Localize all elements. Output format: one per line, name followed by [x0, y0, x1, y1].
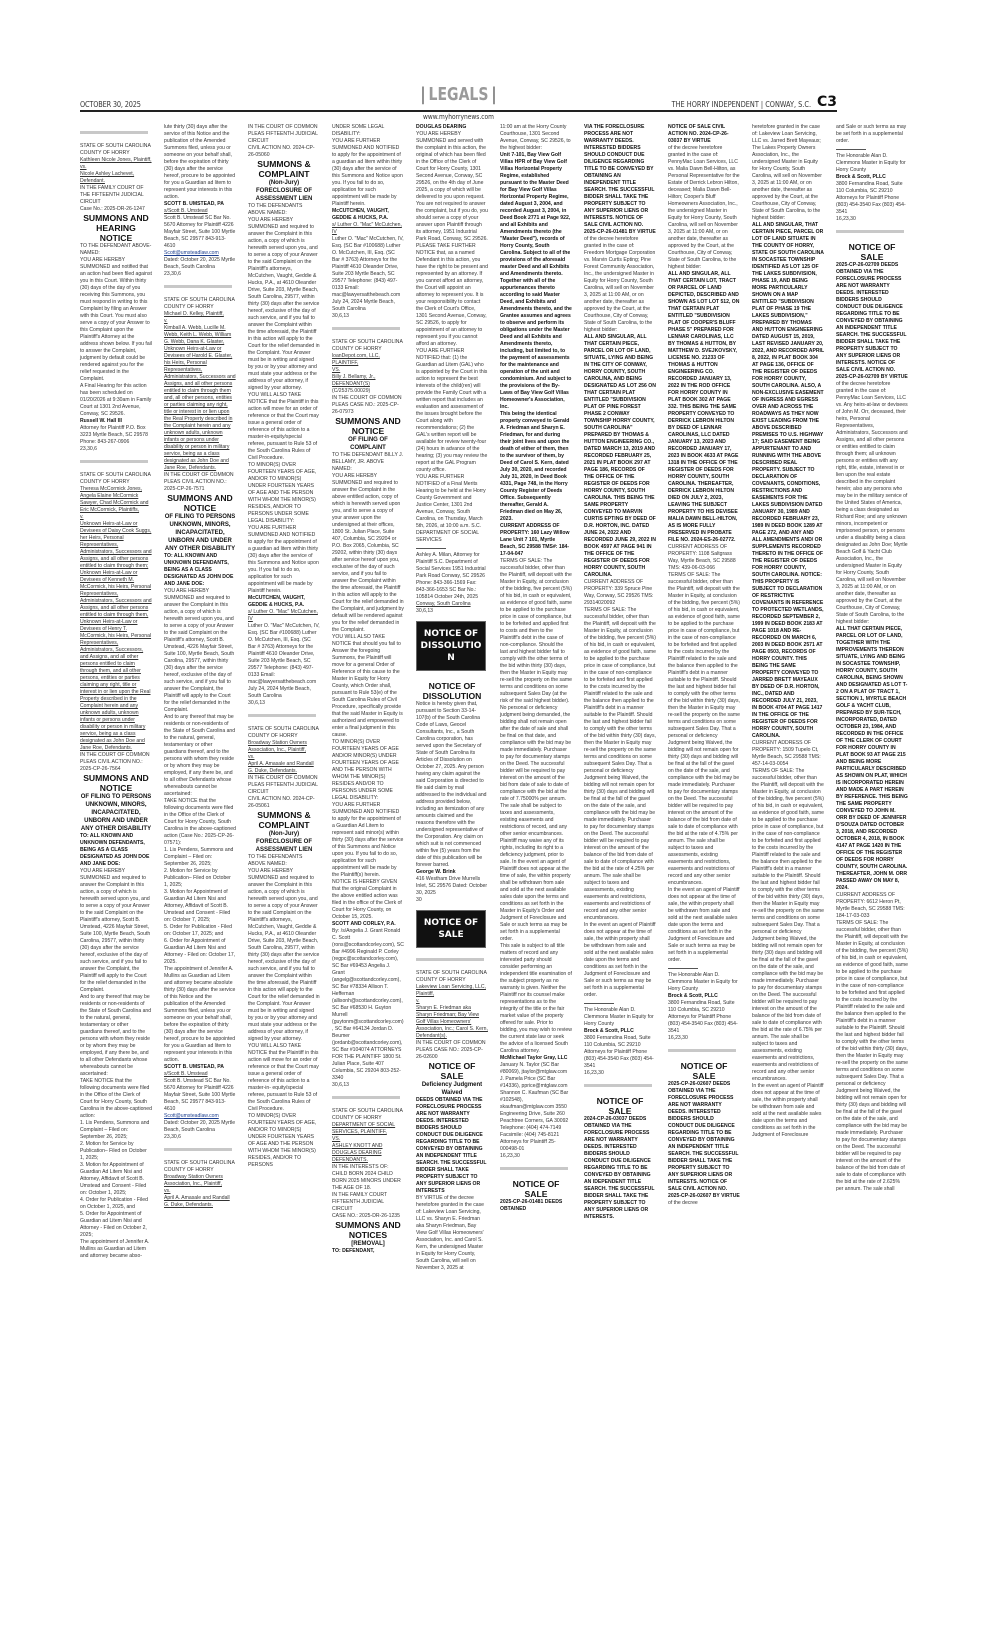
- notice-text: 3800 Fernandina Road, Suite 110 Columbia, SC 29210 Attorneys for Plaintiff Phone (803) 454-3540 Fax (803) 454-3541: [836, 181, 906, 215]
- notice-text: ALL THAT CERTAIN PIECE, PARCEL OR LOT OF LAND, TOGETHER WITH THE IMPROVEMENTS THEREON SITUATE, LYING AND BEING IN SOCASTEE TOWNSHIP, HORRY COUNTY, SOUTH CAROLINA, BEING SHOWN AND DESIGNATED AS LOT T-2 ON A PLAT OF TRACT 1, SECTION 1, MYRTLE BEACH GOLF & YACHT CLUB, PREPARED BY SUR-TECH, INCORPORATED, DATED OCTOBER 23, 1984, AND RECORDED IN THE OFFICE OF THE CLERK OF COURT FOR HORRY COUNTY IN PLAT BOOK 93 AT PAGE 215 AND BEING MORE PARTICULARLY DESCRIBED AS SHOWN ON PLAT, WHICH IS INCORPORATED HEREIN AND MADE A PART HEREIN BY REFERENCE. THIS BEING THE SAME PROPERTY CONVEYED TO JOHN M. ORR BY DEED OF JENNIFER D'SOUZA DATED OCTOBER 3, 2018, AND RECORDED OCTOBER 4, 2018, IN BOOK 4147 AT PAGE 1420 IN THE OFFICE OF THE REGISTER OF DEEDS FOR HORRY COUNTY, SOUTH CAROLINA. THEREAFTER, JOHN M. ORR PASSED AWAY ON MAY 8, 2024.: [836, 626, 908, 891]
- notice-text: Unknown Heirs-at-Law or Devisees of Daisy Cook Suggs, her Heirs, Personal Representatives, Administrators, Successors and Assigns, and all other persons entitled to claim through them; Unknown Heirs-at-Law or Devisees of Kenneth M. McCormick, his Heirs, Personal Representatives, Administrators, Successors and Assigns, and all other persons entitled to claim through them, Unknown Heirs-at-Law or Devisees of Henry T. McCormick, his Heirs, Personal Representatives, Administrators, Successors, and Assigns, and all other persons entitled to claim through them, and all other persons, entities or parties claiming any right, title or interest in or lien upon the Real Property described in the Complaint herein and any unknown adults, unknown infants or persons under disability or person in military service, being as a class designated as John Doe and Jane Roe, Defendants.: [80, 521, 152, 751]
- notice-text: IN THE COURT OF COMMON PLEAS CIVIL ACTION NO.: 2025-CP-26-7564: [80, 752, 150, 772]
- notice-text: COUNTY OF HORRY: [248, 733, 298, 739]
- email-line: [164, 1113, 236, 1120]
- notice-text: 1. Lis Pendens, Summons and Complaint – Filed on: September 26, 2025;: [164, 847, 234, 867]
- notice-text: TERMS OF SALE: The successful bidder, other than the Plaintiff, will deposit with the Master in Equity, at conclusion of the bidding, five percent (5%) of his bid, in cash or equivalent, as evidence of good faith, same to be applied to the purchase price in case of compliance, but to be forfeited and applied first to costs and then to the Plaintiff's debt in the case of non-compliance. Should the last and highest bidder fail to comply with the other terms of the bid within thirty (30) days, then the Master in Equity may re-sell the property on the same terms and conditions on some subsequent Sales Day (at the risk of the said highest bidder). No personal or deficiency judgment being demanded, the bidding shall not remain open after the date of sale and shall be final on that date, and compliance with the bid may be made immediately. Purchaser to pay for documentary stamps on the Deed. The successful bidder will be required to pay interest on the amount of the bid from date of sale to date of compliance with the bid at the rate of 7.75000% per annum. The sale shall be subject to taxes and assessments, existing easements and restrictions of record, and any other senior encumbrances. Plaintiff may waive any of its rights, including its right to a deficiency judgment, prior to sale. In the event an agent of Plaintiff does not appear at the time of sale, the within property shall be withdrawn from sale and sold at the next available sales date upon the terms and conditions as set forth in the Master in Equity's Order and Judgment of Foreclosure and Sale or such terms as may be set forth in a supplemental order.: [500, 558, 572, 942]
- notice-text: STATE OF SOUTH CAROLINA: [80, 143, 151, 149]
- notice-text: By: /s/Angelia J. Grant Ronald C. Scott (rons@scottandcorley.com), SC Bar #4996 Reginald P. Corley (regpc@scottandcorley.com), SC Bar #69453 Angelia J. Grant (angelg@scottandcorley.com), SC Bar #78334 Allison T. Heffernan (allisonh@scottandcorley.com), SC Bar #68530 H. Guyton Murrell (guytonm@scottandcorley.com), SC Bar #64134 Jordan D. Beumer (jordanb@scottandcorley.com), SC Bar #104074 ATTORNEYS FOR THE PLAINTIFF 1800 St. Julian Place, Suite 407 Columbia, SC 29204 803-252-3340: [332, 928, 404, 1081]
- notice-divider: [416, 548, 446, 549]
- notice-text: 30: [416, 897, 422, 903]
- notice-text: IN THE COURT OF COMMON PLEAS FIFTEENTH JUDICIAL CIRCUIT: [248, 124, 318, 144]
- notice-text: BY VIRTUE of the decree heretofore granted in the case of: Lakeview Loan Servicing, LLC vs. Sharyn E. Friedman aka Sharyn Friedman, Bay View Golf Villas Homeowners' Association, Inc. and Carol S. Kern, the undersigned Master in Equity for Horry County, South Carolina, will sell on November 3, 2025 at: [416, 1195, 484, 1271]
- notice-text: and Sale or such terms as may be set forth in a supplemental order.: [836, 124, 907, 144]
- notice-text: April A. Amasale and Randall G. Duke, Defendants.: [248, 761, 314, 774]
- notice-text: heretofore granted in the case of: Lakeview Loan Servicing, LLC vs. Jarred Brett Mayeaux; The Lakes Property Owners Association, Inc., the undersigned Master in Equity for Horry County, South Carolina, will sell on November 3, 2025 at 11:00 AM, or on another date, thereafter as approved by the Court, at the Courthouse, City of Conway, State of South Carolina, to the highest bidder:: [752, 124, 822, 221]
- notice-text: TAKE NOTICE that the following documents were filed in the Office of the Clerk of Court for Horry County, South Carolina in the above-captioned action:: [80, 1078, 152, 1119]
- notice-text: TERMS OF SALE: The successful bidder, other than the Plaintiff, will deposit with the Master in Equity, at conclusion of the bidding, five percent (5%) of his bid, in cash or equivalent, as evidence of good faith, same to be applied to the purchase price in case of compliance, but in the case of non-compliance to be forfeited and first applied to the costs incurred by the Plaintiff related to the sale and the balance then applied to the Plaintiff's debt in a manner suitable to the Plaintiff. Should the last and highest bidder fail to comply with the other terms of the bid within thirty (30) days, then the Master in Equity may re-sell the property on the same terms and conditions on some subsequent Sales Day. That a personal or deficiency Judgment being Waived, the bidding will not remain open for thirty (30) days and bidding will be final at the fall of the gavel on the date of the sale, and compliance with the bid may be made immediately. Purchaser to pay for documentary stamps on the Deed. The successful bidder will be required to pay interest on the amount of the balance of the bid from date of sale to date of compliance with the bid at the rate of 4.75% per annum. The sale shall be subject to taxes and assessments, existing easements and restrictions, easements and restrictions of record and any other senior encumbrances.: [668, 572, 740, 886]
- notice-text: TO MINOR(S) OVER FOURTEEN YEARS OF AGE AND/OR MINOR(S) UNDER FOURTEEN YEARS OF AGE AND THE PERSON WITH WHOM THE MINOR(S) RESIDES AND/OR TO PERSONS UNDER SOME LEGAL DISABILITY:: [332, 739, 399, 801]
- notice-heading: SUMMONS AND NOTICE: [167, 493, 233, 513]
- notice-text: Scott B. Umstead SC Bar No. 5670 Attorney for Plaintiff 4226 Mayfair Street, Suite 100 Myrtle Beach, SC 29577 843-913-4610: [164, 215, 236, 249]
- notice-text: COUNTY OF HORRY: [80, 479, 130, 485]
- column-6: [500, 124, 572, 1213]
- notice-text: VS.: [332, 367, 341, 373]
- notice-text: (C/25375.00029): [332, 388, 371, 394]
- email-link[interactable]: Scott@umsteadlaw.com: [164, 1113, 219, 1119]
- notice-text: of the decree heretofore granted in the case of: Freedom Mortgage Corporation vs. Marvin Curtis Epting; Pine Forest Community Association, Inc., the undersigned Master in Equity for Horry County, South Carolina, will sell on November 3, 2025 at 11:00 AM, or on another date, thereafter as approved by the Court, at the Courthouse, City of Conway, State of South Carolina, to the highest bidder:: [584, 236, 656, 333]
- notice-text: COUNTY OF HORRY: [80, 150, 130, 156]
- notice-text: 2024-CP-26-03037 DEEDS OBTAINED VIA THE FORECLOSURE PROCESS ARE NOT WARRANTY DEEDS. INTERESTED BIDDERS SHOULD CONDUCT DUE DILIGENCE REGARDING TITLE TO BE CONVEYED BY OBTAINING AN IDEPENDENT TITLE SEARCH. THE SUCCESSFUL BIDDER SHALL TAKE THE PROPERTY SUBJECT TO ANY SUPERIOR LIENS OR INTERESTS.: [584, 1116, 655, 1220]
- notice-text: 416 Westham Drive Murrells Inlet, SC 29576 Dated: October 30, 2025: [416, 876, 488, 896]
- notice-text: s/ Luther O. "Mac" McCutchen, IV: [248, 609, 318, 622]
- column-3: [248, 124, 320, 1169]
- notice-divider: [500, 1167, 568, 1170]
- notice-text: STATE OF SOUTH CAROLINA: [332, 339, 403, 345]
- notice-subheading: (Non-Jury) FORECLOSURE OF ASSESSMENT LIEN: [255, 831, 313, 853]
- notice-text: 2025-CP-26-01481 DEEDS OBTAINED: [500, 1199, 563, 1212]
- divider-bar-icon: |: [420, 84, 426, 105]
- notice-text: 4. Order for Publication - Filed on October 1, 2025, and: [80, 1197, 148, 1210]
- notice-text: COUNTY OF HORRY: [332, 1115, 382, 1121]
- notice-divider: [332, 1096, 400, 1099]
- notice-text: CIVIL ACTION NO. 2024-CP-26-05061: [248, 796, 315, 809]
- notice-heading: NOTICE OF SALE: [512, 1179, 560, 1199]
- notice-text: TO THE DEFENDANTS ABOVE NAMED:: [248, 203, 303, 216]
- notice-subheading: OF FILING OF COMPLAINT: [348, 437, 388, 451]
- notice-divider: [668, 968, 698, 969]
- notice-text: 2025-CP-26-02709 DEEDS OBTAINED VIA THE FORECLOSURE PROCESS ARE NOT WARRANTY DEEDS. INTERESTED BIDDERS SHOULD CONDUCT DUE DILIGENCE REGARDING TITLE TO BE CONVEYED BY OBTAINING AN INDEPENDENT TITLE SEARCH. THE SUCCESSFUL BIDDER SHALL TAKE THE PROPERTY SUBJECT TO ANY SUPERIOR LIENS OR INTERESTS. NOTICE OF SALE CIVIL ACTION NO. 2025-CP-26-02709 BY VIRTUE: [836, 262, 908, 380]
- column-7: [584, 124, 656, 1221]
- notice-text: TO MINOR(S) OVER FOURTEEN YEARS OF AGE, AND/OR TO MINOR(S) UNDER FOURTEEN YEARS OF AGE AND THE PERSON WITH WHOM THE MINOR(S) RESIDES, AND/OR TO PERSONS UNDER SOME LEGAL DISABILITY:: [248, 462, 317, 524]
- notice-text: ALL AND SINGULAR, ALL THAT CERTAIN LOT, TRACT OR PARCEL OF LAND DEPICTED, DESCRIBED AND SHOWN AS LOT LOT 512, ON THAT CERTAIN PLAT ENTITLED "SUBDIVISION PLAT OF COOPER'S BLUFF PHASE 5" PREPARED FOR LENNAR CAROLINAS, LLC BY THOMAS & HUTTON, BY MATTHEW D. SVEJKOVSKY, LICENSE NO. 21233 OF THOMAS & HUTTON ENGINEERING CO. RECORDED JANUARY 13, 2022 IN THE ROD OFFICE FOR HORRY COUNTY IN PLAT BOOK 302 AT PAGE 332. THIS BEING THE SAME PROPERTY CONVEYED TO DERRICK LEBRON HILTON BY DEED OF LENNAR CAROLINAS, LLC DATED JANUARY 13, 2023 AND RECORDED JANUARY 17, 2023 IN BOOK 4633 AT PAGE 1318 IN THE OFFICE OF THE REGISTER OF DEEDS FOR HORRY COUNTY, SOUTH CAROLINA. THEREAFTER, DERRICK LEBRON HILTON DIED ON JULY 2, 2023, LEAVING THE SUBJECT PROPERTY TO HIS DEVISEE MALIA DAWN BELL-HILTON, AS IS MORE FULLY PRESERVED IN PROBATE FILE NO. 2024-ES-26-02772.: [668, 271, 740, 543]
- notice-text: Conway, South Carolina: [416, 601, 471, 607]
- notice-subheading: [REMOVAL]: [351, 1241, 385, 1247]
- notice-text: TERMS OF SALE: The successful bidder, other than the Plaintiff, will deposit with the Master in Equity, at conclusion of the bidding, five percent (5%) of his bid, in cash or equivalent, as evidence of good faith, same to be applied to the purchase price in case of compliance, but in the case of non-compliance to be forfeited and first applied to the costs incurred by the Plaintiff related to the sale and the balance then applied to the Plaintiff's debt in a manner suitable to the Plaintiff. Should the last and highest bidder fail to comply with the other terms of the bid within thirty (30) days, then the Master in Equity may re-sell the property on the same terms and conditions on some subsequent Sales Day. That a personal or deficiency Judgment being Waived, the bidding will not remain open for thirty (30) days and bidding will be final at the fall of the gavel on the date of the sale, and compliance with the bid may be made immediately. Purchaser to pay for documentary stamps on the Deed. The successful bidder will be required to pay interest on the amount of the balance of the bid from date of sale to date of compliance with the bid at the rate of 2.625% per annum. The sale shall: [836, 920, 908, 1192]
- notice-text: DEEDS OBTAINED VIA THE FORECLOSURE PROCESS ARE NOT WARRANTY DEEDS. INTERESTED BIDDERS SHOULD CONDUCT DUE DILIGENCE REGARDING TITLE TO BE CONVEYED BY OBTAINING AN INDEPENDENT TITLE SEARCH. THE SUCCESSFUL BIDDER SHALL TAKE PROPERTY SUBJECT TO ANY SUPERIOR LIENS OR INTERESTS: [416, 1097, 487, 1194]
- notice-text: The appointment of Jennifer A. Mullins as Guardian ad Litem and attorney became absolute thirty (30) days after the service of this Notice and the publication of the Amended Summons filed, unless you or someone on your behalf shall, before the expiration of thirty (30) days after the service hereof, procure to be appointed for you a Guardian ad litem to represent your interests in this action.: [164, 966, 236, 1063]
- notice-text: COUNTY OF HORRY: [416, 977, 466, 983]
- notice-divider: [164, 1148, 232, 1151]
- notice-text: 30,6,13: [332, 313, 349, 319]
- notice-text: Brock & Scott, PLLC: [836, 174, 886, 180]
- notice-text: 30,6,13: [248, 700, 265, 706]
- notice-text: IN THE COURT OF COMMON PLEAS CASE NO.: 2025-CP-26-07973: [332, 395, 402, 415]
- notice-text: YOU ARE HEREBY SUMMONED and notified that an action had been filed against you in this Court. Within thirty (30) days of the day of you receiving this Summons, you must respond in writing to this Complaint by filing an Answer with this Court. You must also serve a copy of your Answer to this Complaint upon the Plaintiff's Attorney at the address shown below. If you fail to answer the Complaint, judgment by default could be rendered against you for the relief requested in the Complaint.: [80, 257, 152, 382]
- website-link[interactable]: www.myhorrynews.com: [422, 113, 494, 121]
- notice-text: 3. Motion for Appointment of Guardian Ad Litem Nisi and Attorney, Affidavit of Scott B. Umstead and Consent - Filed on: October 1, 2025;: [80, 1162, 147, 1196]
- notice-text: CURRENT ADDRESS OF PROPERTY: 6612 Heron Pt, Myrtle Beach, SC 29588 TMS: 184-17-03-033: [836, 892, 905, 919]
- notice-text: Kathleen Nicole Jones, Plaintiff,: [80, 157, 152, 163]
- notice-text: CASE NO.: 2025-DR-26-1235: [332, 1213, 400, 1219]
- notice-text: 16,23,30: [836, 216, 856, 222]
- notice-text: IN THE FAMILY COURT FIFTEENTH JUDICIAL CIRCUIT: [332, 1192, 388, 1212]
- notice-text: ASHLEY KNOTT AND DOUGLAS DEARING DEFENDANTS.: [332, 1143, 383, 1163]
- notice-text: DOUGLAS DEARING: [416, 124, 467, 130]
- notice-text: SCOTT AND CORLEY, P.A.: [332, 921, 396, 927]
- notice-text: STATE OF SOUTH CAROLINA: [164, 1160, 235, 1166]
- notice-text: COUNTY OF HORRY: [332, 346, 382, 352]
- notice-text: 3. Motion for Appointment of Guardian Ad Litem Nisi and Attorney, Affidavit of Scott B. Umstead and Consent - Filed on: October 7, 2025;: [164, 889, 231, 923]
- column-8: [668, 124, 740, 1207]
- notice-text: s/Scott B. Umstead: [164, 1071, 208, 1077]
- divider-bar-icon: |: [491, 84, 497, 105]
- notice-text: 3800 Fernandina Road, Suite 110 Columbia, SC 29210 Attorneys for Plaintiff Phone (803) 454-3540 Fax (803) 454-3541: [668, 1000, 738, 1034]
- notice-text: 16,23,30: [668, 1035, 688, 1041]
- notice-text: TO MINOR(S) OVER FOURTEEN YEARS OF AGE, AND/OR TO MINOR(S) UNDER FOURTEEN YEARS OF AGE AND THE PERSON WITH WHOM THE MINOR(S) RESIDES, AND/OR TO PERSONS: [248, 1113, 317, 1168]
- notice-heading: SUMMONS AND HEARING NOTICE: [83, 213, 149, 243]
- header-rule: [80, 110, 837, 112]
- notice-divider: [416, 958, 484, 961]
- notice-text: STATE OF SOUTH CAROLINA: [164, 297, 235, 303]
- notice-text: lute thirty (30) days after the service of this Notice and the publication of the Amended Summons filed, unless you or someone on your behalf shall, before the expiration of thirty (30) days after the service hereof, procure to be appointed for you a Guardian ad litem to represent your interests in this action.: [164, 124, 236, 200]
- notice-text: 30,6,13: [416, 608, 433, 614]
- notice-category-banner: NOTICE OF SALE: [416, 910, 486, 948]
- notice-divider: [80, 460, 148, 463]
- notice-text: 5. Order for Appointment of Guardian ad Litem Nisi and Attorney - Filed on October 2, 2025;: [80, 1211, 147, 1238]
- column-10: [836, 124, 908, 1193]
- notice-text: PLEASE TAKE FURTHER NOTICE that, as a named Defendant in this action, you have the right to be present and represented by an attorney. If you cannot afford an attorney, the Court will appoint an attorney to represent you. It is your responsibility to contact the Clerk of Court's Office, 1301 Second Avenue, Conway, SC 29526, to apply for appointment of an attorney to represent you if you cannot afford an attorney.: [416, 243, 488, 347]
- notice-text: 2. Motion for Service by Publication– Filed on October 1, 2025;: [164, 868, 231, 888]
- section-title: [163, 84, 753, 105]
- notice-heading: SUMMONS AND NOTICE: [335, 416, 401, 436]
- notice-text: Lakeview Loan Servicing, LLC, Plaintiff,: [416, 984, 486, 997]
- email-line: [164, 250, 236, 257]
- column-9: [752, 124, 824, 1139]
- column-1: [80, 124, 152, 1260]
- notice-divider: [248, 714, 316, 717]
- notice-text: 16,23,30: [500, 1153, 520, 1159]
- notice-heading: SUMMONS AND NOTICES: [335, 1220, 401, 1240]
- column-2: [164, 124, 236, 1209]
- notice-text: Broadway Station Owners Association, Inc., Plaintiff,: [164, 1174, 223, 1187]
- notice-text: Brock & Scott, PLLC: [584, 1028, 634, 1034]
- column-4: [332, 124, 404, 1255]
- notice-text: Luther O. "Mac" McCutchen, IV, Esq. (SC Bar #100688) Luther O. McCutchen, III, Esq. (SC Bar # 3763) Attorneys for the Plaintiff 4610 Oleander Drive, Suite 203 Myrtle Beach, SC 29577 Telephone: (843) 497-0133 Email: mac@lawyersatthebeach.com July 24, 2024 Myrtle Beach, South Carolina: [248, 623, 320, 699]
- notice-text: YOU ARE HEREBY SUMMONED and required to answer the Complaint in the above entitled action, copy of which is herewith served upon you, and to serve a copy of your answer upon the undersigned at their offices, 1800 St. Julian Place, Suite 407, Columbia, SC 29204 or P.O. Box 2065, Columbia, SC 29202, within thirty (30) days after service hereof upon you, exclusive of the day of such service, and if you fail to answer the Complaint within the time aforesaid, the Plaintiff in this action will apply to the Court for the relief demanded in the Complaint, and judgment by default will be rendered against you for the relief demanded in the Complaint.: [332, 473, 404, 633]
- notice-divider: [836, 149, 866, 150]
- notice-text: 2. Motion for Service by Publication– Filed on October 1, 2025;: [80, 1141, 147, 1161]
- notice-text: IN THE INTERESTS OF:: [332, 1164, 389, 1170]
- notice-text: TO: ALL KNOWN AND UNKNOWN DEFENDANTS, BEING AS A CLASS DESIGNATED AS JOHN DOE AND JANE DOE:: [164, 553, 234, 587]
- notice-text: Dated: October 20, 2025 Myrtle Beach, South Carolina: [164, 1120, 236, 1133]
- notice-text: of the decree heretofore granted in the case of: PennyMac Loan Services, LLC vs. Malia Dawn Bell-Hilton, as Personal Representative for the Estate of Derrick Lebron Hilton, deceased; Malia Dawn Bell-Hilton; Cooper's Bluff Homeowners Association, Inc., the undersigned Master in Equity for Horry County, South Carolina, will sell on November 3, 2025 at 11:00 AM, or on another date, thereafter as approved by the Court, at the Courthouse, City of Conway, State of South Carolina, to the highest bidder:: [668, 145, 740, 270]
- notice-text: George W. Brink: [416, 869, 456, 875]
- notice-text: COUNTY OF HORRY: [164, 1167, 214, 1173]
- column-5: [416, 124, 488, 1272]
- notice-text: YOU WILL ALSO TAKE NOTICE that should you fail to Answer the foregoing Summons, the Plaintiff will move for a general Order of Reference of this cause to the Master in Equity for Horry County, which Order shall, pursuant to Rule 53(e) of the South Carolina Rules of Civil Procedure, specifically provide that the said Master in Equity is authorized and empowered to enter a final judgment in this cause.: [332, 634, 403, 738]
- notice-text: IN THE COURT OF COMMON PLEAS CIVIL ACTION NO.: 2025-CP-26-7571: [164, 472, 234, 492]
- notice-text: UNDER SOME LEGAL DISABILITY:: [332, 124, 385, 137]
- notice-text: In the event an agent of Plaintiff does not appear at the time of sale, the within property shall be withdrawn from sale and sold at the next available sales date upon the terms and conditions as set forth in the Judgment of Foreclosure and Sale or such terms as may be set forth in a supplemental order.: [584, 922, 656, 998]
- notice-text: April A. Amasale and Randall G. Duke, Defendants.: [164, 1195, 230, 1208]
- notice-text: v.: [164, 318, 168, 324]
- notice-text: YOU ARE FURTHER NOTIFIED that: (1) the Guardian ad Litem (GAL) who is appointed by the Court in this action to represent the best interests of the child(ren) will provide the Family Court with a written report that includes an evaluation and assessment of the issues brought before the Court along with recommendations; (2) the GAL's written report will be available for review twenty-four (24) hours in advance of the hearing; (3) you may review the report at the GAL Program county office.: [416, 348, 488, 473]
- notice-text: Dated: October 20, 2025 Myrtle Beach, South Carolina: [164, 257, 236, 270]
- notice-text: Sharyn E. Friedman aka Sharyn Friedman; Bay View Golf Villas Homeowners' Association, Inc.; Carol S. Kern, Defendant(s).: [416, 1005, 488, 1039]
- notice-text: Theresa McCormick Jones, Angela Elaine McCormick Sawyer, Chad McCormick and Eric McCormick, Plaintiffs,: [80, 486, 149, 513]
- notice-divider: [164, 285, 232, 288]
- notice-text: 30,6,13: [332, 1082, 349, 1088]
- notice-text: ALL AND SINGULAR, THAT CERTAIN PIECE, PARCEL OR LOT OF LAND SITUATE IN THE COUNTY OF HORRY, STATE OF SOUTH CAROLINA IN SOCASTEE TOWNSHIP IDENTIFIED AS LOT 125 OF THE LAKES SUBDIVISION, PHASE 19, AND BEING MORE PARTICULARLY SHOWN ON A MAP ENTITLED "SUBDIVISION PLAT OF PHASE 19 THE LAKES SUBDIVISION," PREPARED BY THOMAS AND HUTTON ENGINEERING DATED AUGUST 15, 2019, LAST REVISED JANUARY 20, 2022, AND RECORDED APRIL 8, 2022, IN PLAT BOOK 304 AT PAGE 136, OFFICE OF THE REGISTER OF DEEDS FOR HORRY COUNTY, SOUTH CAROLINA. ALSO, A NON-EXCLUSIVE EASEMENT OF INGRESS AND EGRESS OVER AND ACROSS THE ROADWAYS AS THEY NOW EXIST LEADING FROM THE ABOVE DESCRIBED PREMISES TO U.S. HIGHWAY 17; SAID EASEMENT BEING APPURTENANT TO AND RUNNING WITH THE ABOVE DESCRIBED REAL PROPERTY. SUBJECT TO DECLARATION OF COVENANTS, CONDITIONS, RESTRICTIONS AND EASEMENTS FOR THE LAKES SUBDIVISION DATED JANUARY 30, 1989 AND RECORDED FEBRUARY 23, 1989 IN DEED BOOK 1289 AT PAGE 272, AND ANY AND ALL AMENDMENTS AND/ OR SUPPLEMENTS RECORDED THERETO IN THE OFFICE OF THE REGISTER OF DEEDS FOR HORRY COUNTY, SOUTH CAROLINA. NOTICE: THIS PROPERTY IS SUBJECT TO DECLARATION OF RESTRICTIVE COVENANTS IN REFERENCE TO PROTECTED WETLANDS, RECORDED SEPTEMBER 2, 1999 IN DEED BOOK 2183 AT PAGE 1018 AND RE-RECORDED ON MARCH 6, 2003 IN DEED BOOK 2571 AT PAGE 0503, RECORDS OF HORRY COUNTY. THIS BEING THE SAME PROPERTY CONVEYED TO JARRED BRETT MAYEAUX BY DEED OF D.R. HORTON, INC., DATED AND RECORDED JULY 21, 2023, IN BOOK 4704 AT PAGE 1417 IN THE OFFICE OF THE REGISTER OF DEEDS FOR HORRY COUNTY, SOUTH CAROLINA.: [752, 222, 824, 739]
- notice-text: CURRENT ADDRESS OF PROPERTY: 339 Spruce Pine Way, Conway, SC 29526 TMS: 29314020092: [584, 579, 654, 606]
- notice-text: Kimball A. Webb, Lucille M. Webb, Keith L. Webb, William G. Webb, Dana K. Glaster, Unknown Heirs-at-Law or Devisees of Harold E. Glaster, his Heirs, Personal Representatives, Administrators, Successors and Assigns, and all other persons entitled to claim through them and, all other persons, entities or parties claiming any right, title or interest in or lien upon the Real Property described in the Complaint herein and any unknown adults, unknown infants or persons under disability or person in military service, being as a class designated as John Doe and Jane Roe, Defendants.: [164, 325, 236, 471]
- notice-text: NOTICE OF SALE CIVIL ACTION NO. 2024-CP-26-03037 BY VIRTUE: [668, 124, 729, 144]
- notice-heading: SUMMONS & COMPLAINT: [257, 810, 311, 830]
- notice-text: SCOTT B. UMSTEAD, PA: [164, 201, 224, 207]
- notice-text: STATE OF SOUTH CAROLINA: [332, 1108, 403, 1114]
- notice-heading: NOTICE OF SALE: [428, 1061, 476, 1081]
- notice-heading: SUMMONS AND NOTICE: [83, 773, 149, 793]
- notice-text: This sale is subject to all title matters of record and any interested party should consider performing an independent title examination of the subject property as no warranty is given. Neither the Plaintiff nor its counsel make representations as to the integrity of the title or the fair market value of the property offered for sale. Prior to bidding, you may wish to review the current state law or seek the advice of a licensed South Carolina attorney.: [500, 943, 572, 1054]
- notice-text: The Honorable Alan D. Clemmons Master in Equity for Horry County: [584, 1007, 654, 1027]
- notice-subheading: OF FILING TO PERSONS UNKNOWN, MINORS, INCAPACITATED, UNBORN AND UNDER ANY OTHER DISABILITY: [164, 514, 236, 552]
- notice-text: YOU WILL ALSO TAKE NOTICE that the Plaintiff in this action will move for an order of reference or that the Court may issue a general order of reference of this action to a master-in- equity/special referee, pursuant to Rule 53 of the South Carolina Rules of Civil Procedure.: [248, 1043, 319, 1112]
- notice-text: s/ Luther O. "Mac" McCutchen, IV: [332, 222, 402, 235]
- notice-subheading: OF FILING TO PERSONS UNKNOWN, MINORS, INCAPACITATED, UNBORN AND UNDER ANY OTHER DISABILITY: [80, 794, 152, 832]
- notice-text: The Honorable Alan D. Clemmons Master in Equity for Horry County: [668, 972, 738, 992]
- notice-text: TO THE DEFENDANT BILLY J. BELLAMY, JR. ABOVE NAMED:: [332, 452, 404, 472]
- notice-text: YOU WILL ALSO TAKE NOTICE that the Plaintiff in this action will move for an order of reference or that the Court may issue a general order of reference of this action to a master-in-equity/special referee, pursuant to Rule 53 of the South Carolina Rules of Civil Procedure.: [248, 392, 319, 461]
- notice-text: STATE OF SOUTH CAROLINA: [248, 726, 319, 732]
- notice-text: TERMS OF SALE: The successful bidder, other than the Plaintiff, will deposit with the Master in Equity, at conclusion of the bidding, five percent (5%) of his bid, in cash or equivalent, as evidence of good faith, same to be applied to the purchase price in case of compliance, but in the case of non-compliance to be forfeited and first applied to the costs incurred by the Plaintiff related to the sale and the balance then applied to the Plaintiff's debt in a manner suitable to the Plaintiff. Should the last and highest bidder fail to comply with the other terms of the bid within thirty (30) days, then the Master in Equity may re-sell the property on the same terms and conditions on some subsequent Sales Day. That a personal or deficiency Judgment being Waived, the bidding will not remain open for thirty (30) days and bidding will be final at the fall of the gavel on the date of the sale, and compliance with the bid may be made immediately. Purchaser to pay for documentary stamps on the Deed. The successful bidder will be required to pay interest on the amount of the balance of the bid from date of sale to date of compliance with the bid at the rate of 6.75% per annum. The sale shall be subject to taxes and assessments, existing easements and restrictions, easements and restrictions of record and any other senior encumbrances.: [752, 768, 824, 1082]
- notice-heading: NOTICE OF SALE: [596, 1096, 644, 1116]
- notice-text: IN THE FAMILY COURT OF THE FIFTEENTH JUDICIAL CIRCUIT: [80, 185, 144, 205]
- notice-text: YOU ARE HEREBY SUMMONED and required to answer the Complaint in this action, a copy of which is herewith served upon you, and to serve a copy of your Answer to the said Complaint on the Plaintiff's attorney, Scott B. Umstead, 4226 Mayfair Street, Suite 100, Myrtle Beach, South Carolina, 29577, within thirty (30) days after the service hereof, exclusive of the day of such service, and if you fail to answer the Complaint, the Plaintiff will apply to the Court for the relief demanded in the Complaint.: [80, 868, 151, 993]
- notice-heading: NOTICE OF DISSOLUTION: [422, 681, 482, 701]
- notice-text: Broadway Station Owners Association, Inc., Plaintiff,: [248, 740, 307, 753]
- notice-text: TO: ALL KNOWN AND UNKNOWN DEFENDANTS, BEING AS A CLASS DESIGNATED AS JOHN DOE AND JANE DOE:: [80, 833, 150, 867]
- notice-text: 2025-CP-26-02607 DEEDS OBTAINED VIA THE FORECLOSURE PROCESS ARE NOT WARRANTY DEEDS. INTERESTED BIDDERS SHOULD CONDUCT DUE DILIGENCE REGARDING TITLE TO BE CONVEYED BY OBTAINING AN INDEPENDENT TITLE SEARCH. THE SUCCESSFUL BIDDER SHALL TAKE THE PROPERTY SUBJECT TO ANY SUPERIOR LIENS OR INTERESTS. NOTICE OF SALE CIVIL ACTION NO. 2025-CP-26-02607 BY VIRTUE: [668, 1081, 740, 1199]
- notice-text: NOTICE IS HEREBY GIVEN that the original Complaint in the above entitled action was filed in the office of the Clerk of Court for Horry County, on October 15, 2025.: [332, 879, 402, 920]
- notice-text: CURRENT ADDRESS OF PROPERTY: 160 Lazy Willow Lane Unit 7 101, Myrtle Beach, SC 29588 TMS#: 184-17-04-047: [500, 523, 570, 557]
- notice-text: Unit 7-101, Bay View Golf Villas HPR of Bay View Golf Villas Horizontal Property Regime, established pursuant to the Master Deed for Bay View Golf Villas Horizontal Property Regime, dated August 3, 2004, and recorded August 3, 2004, in Deed Book 2771 at Page 922, and all Exhibits and Amendments thereto (the "Master Deed"), records of Horry County, South Carolina. Subject to all of the provisions of the aforesaid master Deed and all Exhibits and Amendments thereto. Together with all of the appurtenances thereto according to said Master Deed, and Exhibits and Amendments thereto, and the Grantee assumes and agrees to observe and perform its obligations under the Master Deed and all Exhibits and Amendments thereto, including, but limited to, to the payment of assessments for the maintenance and operation of the unit and condominium. And subject to the provisions of the By-Laws of Bay View Golf Villas Homeowner's Association, Inc.: [500, 152, 572, 410]
- notice-text: McMichael Taylor Gray, LLC: [500, 1055, 568, 1061]
- notice-text: Russell W. Hall III: [80, 418, 122, 424]
- notice-divider: [584, 1084, 652, 1087]
- notice-text: 23,30,6: [164, 1134, 181, 1140]
- notice-text: vs.: [80, 164, 87, 170]
- issue-date: OCTOBER 30, 2025: [80, 100, 141, 109]
- notice-text: The appointment of Jennifer A. Mullins as Guardian ad Litem and attorney became abso-: [80, 1239, 150, 1259]
- notice-text: TO: DEFENDANT,: [332, 1248, 375, 1254]
- notice-text: STATE OF SOUTH CAROLINA: [416, 970, 487, 976]
- notice-text: CURRENT ADDRESS OF PROPERTY: 1108 Saltgrass Way, Myrtle Beach, SC 29588 TMS: 439-06-03-066: [668, 544, 736, 571]
- notice-text: VS.: [332, 1136, 341, 1142]
- notice-text: In the event an agent of Plaintiff does not appear at the time of sale, the within property shall be withdrawn from sale and sold at the next available sales date upon the terms and conditions as set forth in the Judgment of Foreclosure and Sale or such terms as may be set forth in a supplemental order.: [668, 887, 740, 963]
- notice-text: Brock & Scott, PLLC: [668, 993, 718, 999]
- notice-divider: [668, 1049, 736, 1052]
- notice-text: s/Scott B. Umstead: [164, 208, 208, 214]
- notice-text: vs.: [164, 1188, 171, 1194]
- notice-text: 23,30,6: [164, 271, 181, 277]
- publication-name: THE HORRY INDEPENDENT | CONWAY, S.C.: [671, 100, 811, 109]
- notice-text: COUNTY OF HORRY: [164, 304, 214, 310]
- page-number: C3: [816, 94, 837, 110]
- notice-text: SCOTT B. UMSTEAD, PA: [164, 1064, 224, 1070]
- notice-subheading: (Non-Jury) FORECLOSURE OF ASSESSMENT LIEN: [255, 180, 313, 202]
- notice-text: YOU ARE HEREBY SUMMONED and required to answer the Complaint in this action, a copy of which is herewith served upon you, and to serve a copy of your Answer to the said Complaint on the Plaintiff's attorneys, McCutchen, Vaught, Geddie & Hucks, P.A., at 4610 Oleander Drive, Suite 203, Myrtle Beach, South Carolina, 29577, within thirty (30) days after the service hereof, exclusive of the day of such service, and if you fail to answer the Complaint within the time aforesaid, the Plaintiff in this action will apply to the Court for the relief demanded in the Complaint. Your Answer must be in writing and signed by you or by your attorney and must state your address or the address of your attorney, if signed by your attorney.: [248, 868, 320, 1042]
- notice-text: loanDepot.com, LLC, PLAINTIFF,: [332, 353, 380, 366]
- notice-text: Luther O. "Mac" McCutchen, IV, Esq. (SC Bar #100688) Luther O. McCutchen, III, Esq. (SC Bar # 3763) Attorneys for the Plaintiff 4610 Oleander Drive, Suite 203 Myrtle Beach, SC 29577 Telephone: (843) 497-0133 Email: mac@lawyersatthebeach.com July 24, 2024 Myrtle Beach, South Carolina: [332, 236, 404, 312]
- notice-text: CIVIL ACTION NO. 2024-CP-26-05060: [248, 145, 315, 158]
- newspaper-page: [80, 0, 908, 1638]
- notice-text: YOU ARE FURTHER NOTIFIED of a Final Merits Hearing to be held at the Horry County Government and Justice Center, 1301 2nd Avenue, Conway, South Carolina, on Thursday, March 5th, 2026, at 10:00 a.m. S.C. DEPARTMENT OF SOCIAL SERVICES: [416, 474, 486, 543]
- email-link[interactable]: Scott@umsteadlaw.com: [164, 250, 219, 256]
- notice-category-banner: NOTICE OF DISSOLUTION: [416, 621, 486, 671]
- notice-text: IN THE COURT OF COMMON PLEAS FIFTEENTH JUDICIAL CIRCUIT: [248, 775, 318, 795]
- notice-text: Case No.: 2025-DR-26-1247: [80, 206, 145, 212]
- page-header: [80, 84, 837, 112]
- legal-notices-columns: [80, 124, 908, 1534]
- notice-text: McCUTCHEN, VAUGHT, GEDDIE & HUCKS, P.A.: [248, 595, 305, 608]
- notice-text: YOU ARE FURTHER SUMMONED AND NOTIFIED to apply for the appointment of a guardian ad litem within thirty (30) days after the service of this Summons and Notice upon you. If you fail to do so, application for such appointment will be made by Plaintiff herein.: [332, 138, 403, 207]
- notice-text: YOU ARE HEREBY SUMMONED and served with the complaint in this action, the original of which has been filed in the Office of the Clerk of Court for Horry County, 1301 Second Avenue, Conway, SC 29526, on the 4th day of June 2025, a copy of which will be delivered to you upon request. You are not required to answer the complaint, but if you do, you should serve a copy of your answer upon Plaintiff through its attorney, 1951 Industrial Park Road, Conway, SC 29526.: [416, 131, 488, 242]
- notice-text: TERMS OF SALE: The successful bidder, other than the Plaintiff, will deposit with the Master in Equity, at conclusion of the bidding, five percent (5%) of his bid, in cash or equivalent, as evidence of good faith, same to be applied to the purchase price in case of compliance, but in the case of non-compliance to be forfeited and first applied to the costs incurred by the Plaintiff related to the sale and the balance then applied to the Plaintiff's debt in a manner suitable to the Plaintiff. Should the last and highest bidder fail to comply with the other terms of the bid within thirty (30) days, then the Master in Equity may re-sell the property on the same terms and conditions on some subsequent Sales Day. That a personal or deficiency Judgment being Waived, the bidding will not remain open for thirty (30) days and bidding will be final at the fall of the gavel on the date of the sale, and compliance with the bid may be made immediately. Purchaser to pay for documentary stamps on the Deed. The successful bidder will be required to pay interest on the amount of the balance of the bid from date of sale to date of compliance with the bid at the rate of 4.25% per annum. The sale shall be subject to taxes and assessments, existing easements and restrictions, easements and restrictions of record and any other senior encumbrances.: [584, 607, 656, 921]
- notice-text: A Final Hearing for this action has been scheduled on 01/20/2026 at 9:30am in Family Court at 1301 2nd Avenue, Conway, SC 29526.: [80, 383, 152, 417]
- notice-text: TO THE DEFENDANTS ABOVE NAMED:: [248, 854, 303, 867]
- notice-text: v.: [416, 998, 420, 1004]
- notice-text: STATE OF SOUTH CAROLINA: [80, 472, 151, 478]
- section-title-text: LEGALS: [428, 84, 489, 105]
- notice-text: The Honorable Alan D. Clemmons Master in Equity for Horry County: [836, 153, 906, 173]
- notice-heading: SUMMONS & COMPLAINT: [257, 159, 311, 179]
- notice-text: And to any thereof that may be residents or non-residents of the State of South Carolina and to the natural, general, testamentary or other guardians thereof, and to the persons with whom they reside or by whom they may be employed, if any there be, and to all other Defendants whose whereabouts cannot be ascertained:: [80, 994, 152, 1077]
- notice-text: YOU ARE FURTHER SUMMONED AND NOTIFIED to apply for the appointment of a Guardian Ad Litem to represent said minor(s) within thirty (30) days after the service of this Summons and Notice upon you. If you fail to do so, application for such appointment will be made by the Plaintiff(s) herein.: [332, 802, 404, 878]
- notice-text: DEPARTMENT OF SOCIAL SERVICES, PLAINTIFF,: [332, 1122, 396, 1135]
- notice-text: Scott B. Umstead SC Bar No. 5670 Attorney for Plaintiff 4226 Mayfair Street, Suite 100 Myrtle Beach, SC 29577 843-913-4610: [164, 1078, 236, 1112]
- notice-text: 11:00 am at the Horry County Courthouse, 1301 Second Avenue, Conway, SC 29526, to the highest bidder:: [500, 124, 571, 151]
- notice-text: YOU ARE HEREBY SUMMONED and required to answer the Complaint in this action, a copy of which is herewith served upon you, and to serve a copy of your Answer to the said Complaint on the Plaintiff's attorney, Scott B. Umstead, 4226 Mayfair Street, Suite 100, Myrtle Beach, South Carolina, 29577, within thirty (30) days after the service hereof, exclusive of the day of such service, and if you fail to answer the Complaint, the Plaintiff will apply to the Court for the relief demanded in the Complaint.: [164, 588, 235, 713]
- notice-text: v.: [80, 514, 84, 520]
- notice-text: ALL AND SINGULAR, ALL THAT CERTAIN PIECE, PARCEL OR LOT OF LAND, SITUATE, LYING AND BEING IN THE CITY OF CONWAY, HORRY COUNTY, SOUTH CAROLINA, AND BEING DESIGNATED AS LOT 256 ON THAT CERTAIN PLAT ENTITLED "SUBDIVISION PLAT OF PINE FOREST PHASE 2 CONWAY TOWNSHIP HORRY COUNTY, SOUTH CAROLINA" PREPARED BY THOMAS & HUTTON ENGINEERING CO., DATED MARCH 13, 2019 AND RECORDED FEBRUARY 25, 2021 IN PLAT BOOK 297 AT PAGE 186, RECORDS OF THE OFFICE OF THE REGISTER OF DEEDS FOR HORRY COUNTY, SOUTH CAROLINA. THIS BEING THE SAME PROPERTY CONVEYED TO MARVIN CURTIS EPTING BY DEED OF D.R. HORTON, INC. DATED JUNE 24, 2022 AND RECORDED JUNE 29, 2022 IN BOOK 4597 AT PAGE 941 IN THE OFFICE OF THE REGISTER OF DEEDS FOR HORRY COUNTY, SOUTH CAROLINA.: [584, 334, 656, 578]
- notice-text: 23,30,6: [80, 446, 97, 452]
- notice-text: Michael D. Kelley, Plaintiff,: [164, 311, 224, 317]
- notice-text: of the decree heretofore granted in the case of: PennyMac Loan Services, LLC vs. Any heirs-at-law or devisees of John M. Orr, deceased, their heirs, Personal Representatives, Administrators, Successors and Assigns, and all other persons or entities entitled to claim through them; all unknown persons or entities with any right, title, estate, interest in or lien upon the real estate described in the complaint herein; also any persons who may be in the military service of the United States of America, being a class designated as Richard Roe; and any unknown minors, incompetent or imprisoned person, or persons under a disability being a class designated as John Doe; Myrtle Beach Golf & Yacht Club Association, Inc., the undersigned Master in Equity for Horry County, South Carolina, will sell on November 3, 2025 at 11:00 AM, or on another date, thereafter as approved by the Court, at the Courthouse, City of Conway, State of South Carolina, to the highest bidder:: [836, 381, 908, 625]
- notice-text: TO THE DEFENDANT ABOVE-NAMED:: [80, 243, 152, 256]
- notice-subheading: Deficiency Judgment Waived: [421, 1082, 483, 1096]
- notice-text: And to any thereof that may be residents or non-residents of the State of South Carolina and to the natural, general, testamentary or other guardians thereof, and to the persons with whom they reside or by whom they may be employed, if any there be, and to all other Defendants whose whereabouts cannot be ascertained:: [164, 714, 236, 797]
- notice-text: Billy J. Bellamy, Jr., DEFENDANT(S): [332, 374, 376, 387]
- notice-divider: [332, 327, 400, 330]
- notice-text: vs.: [248, 754, 255, 760]
- notice-text: 16,23,30: [584, 1070, 604, 1076]
- notice-heading: NOTICE OF SALE: [680, 1061, 728, 1081]
- notice-text: McCUTCHEN, VAUGHT, GEDDIE & HUCKS, P.A.: [332, 208, 389, 221]
- notice-text: 5. Order for Publication - Filed on: October 17, 2025; and: [164, 924, 232, 937]
- notice-text: 6. Order for Appointment of Guardian Ad Litem Nisi and Attorney - Filed on: October 17, 2025.: [164, 938, 236, 965]
- notice-divider: [836, 230, 904, 233]
- notice-text: of the decree: [668, 1200, 698, 1206]
- notice-text: 3800 Fernandina Road, Suite 110 Columbia, SC 29210 Attorneys for Plaintiff Phone (803) 454-3540 Fax (803) 454-3541: [584, 1035, 654, 1069]
- notice-text: In the event an agent of Plaintiff does not appear at the time of sale, the within property shall be withdrawn from sale and sold at the next available sales date upon the terms and conditions as set forth in the Judgment of Foreclosure: [752, 1083, 824, 1138]
- notice-text: CHILD BORN 2024 CHILD BORN 2025 MINORS UNDER THE AGE OF 18.: [332, 1171, 401, 1191]
- notice-text: YOU ARE FURTHER SUMMONED AND NOTIFIED to apply for the appointment of a guardian ad litem within thirty (30) days after the service of this Summons and Notice upon you. If you fail to do so, application for such appointment will be made by Plaintiff herein.: [248, 525, 319, 594]
- notice-text: January N. Taylor (SC Bar #80069), jtaylor@mtglaw.com J. Pamela Price (SC Bar #14336), pprice@mtglaw.com Shannon C. Kaufman (SC Bar #102548), skaufman@mtglaw.com 3550 Engineering Drive, Suite 260 Peachtree Corners, GA 30092 Telephone: (404) 474-7149 Facsimile: (404) 745-8121 Attorneys for Plaintiff 25-000498-01: [500, 1062, 569, 1152]
- notice-text: YOU ARE HEREBY SUMMONED and required to answer the Complaint in this action, a copy of which is herewith served upon you, and to serve a copy of your Answer to the said Complaint on the Plaintiff's attorneys, McCutchen, Vaught, Geddie & Hucks, P.A., at 4610 Oleander Drive, Suite 203, Myrtle Beach, South Carolina, 29577, within thirty (30) days after the service hereof, exclusive of the day of such service, and if you fail to answer the Complaint within the time aforesaid, the Plaintiff in this action will apply to the Court for the relief demanded in the Complaint. Your Answer must be in writing and signed by you or by your attorney and must state your address or the address of your attorney, if signed by your attorney.: [248, 217, 320, 391]
- notice-text: Attorney for Plaintiff P.O. Box 3223 Myrtle Beach, SC 29578 Phone: 843-267-0906: [80, 425, 148, 445]
- notice-divider: [584, 1003, 614, 1004]
- notice-text: 1. Lis Pendens, Summons and Complaint – Filed on: September 26, 2025;: [80, 1120, 150, 1140]
- notice-text: Notice is hereby given that, pursuant to Section 33-14-107(b) of the South Carolina Code of Laws, Geocel Consultants, Inc., a South Carolina corporation, has served upon the Secretary of State of South Carolina its Articles of Dissolution on October 27, 2025. Any person having any claim against the said Corporation is directed to file said claim by mail addressed to the individual and address provided below, including an itemization of any amounts claimed and the reasons therefore with the undersigned representative of the Corporation. Any claim on which suit is not commenced within five (5) years from the date of this publication will be forever barred.: [416, 701, 487, 868]
- notice-text: Nicole Ashley Lachevet, Defendant.: [80, 171, 135, 184]
- notice-text: VIA THE FORECLOSURE PROCESS ARE NOT WARRANTY DEEDS. INTERESTED BIDDERS SHOULD CONDUCT DUE DILIGENCE REGARDING TITLE TO BE CONVEYED BY OBTAINING AN INDEPENDENT TITLE SEARCH. THE SUCCESSFUL BIDDER SHALL TAKE THE PROPERTY SUBJECT TO ANY SUPERIOR LIENS OR INTERESTS. NOTICE OF SALE CIVIL ACTION NO. 2025-CP-26-01481 BY VIRTUE: [584, 124, 656, 235]
- notice-text: TAKE NOTICE that the following documents were filed in the Office of the Clerk of Court for Horry County, South Carolina in the above-captioned action (Case No.: 2025-CP-26-07571):: [164, 798, 236, 846]
- notice-text: This being the identical property conveyed to Gerald A. Friedman and Sharyn E. Friedman, for and during their joint lives and upon the death of either of them, then to the survivor of them, by Deed of Carol S. Kern, dated July 30, 2020, and recorded July 31, 2020, in Deed Book 4331, Page 748, in the Horry County Register of Deeds Office. Subsequently thereafter, Gerald A. Friedman died on May 26, 2023.: [500, 411, 570, 522]
- notice-text: Ashley A. Milan, Attorney for Plaintiff S.C. Department of Social Services 1951 Industrial Park Road Conway, SC 29526 Phone: 843-366-1569 Fax: 843-366-1653 SC Bar No.: 105814 October 24th, 2025: [416, 552, 486, 600]
- notice-heading: NOTICE OF SALE: [848, 242, 896, 262]
- notice-divider: [80, 131, 148, 134]
- notice-text: IN THE COURT OF COMMON PLEAS CASE NO.: 2025-CP-26-02600: [416, 1040, 486, 1060]
- notice-text: CURRENT ADDRESS OF PROPERTY: 1509 Tupelo Ct, Myrtle Beach, SC 29588 TMS: 457-14-03-0054: [752, 740, 821, 767]
